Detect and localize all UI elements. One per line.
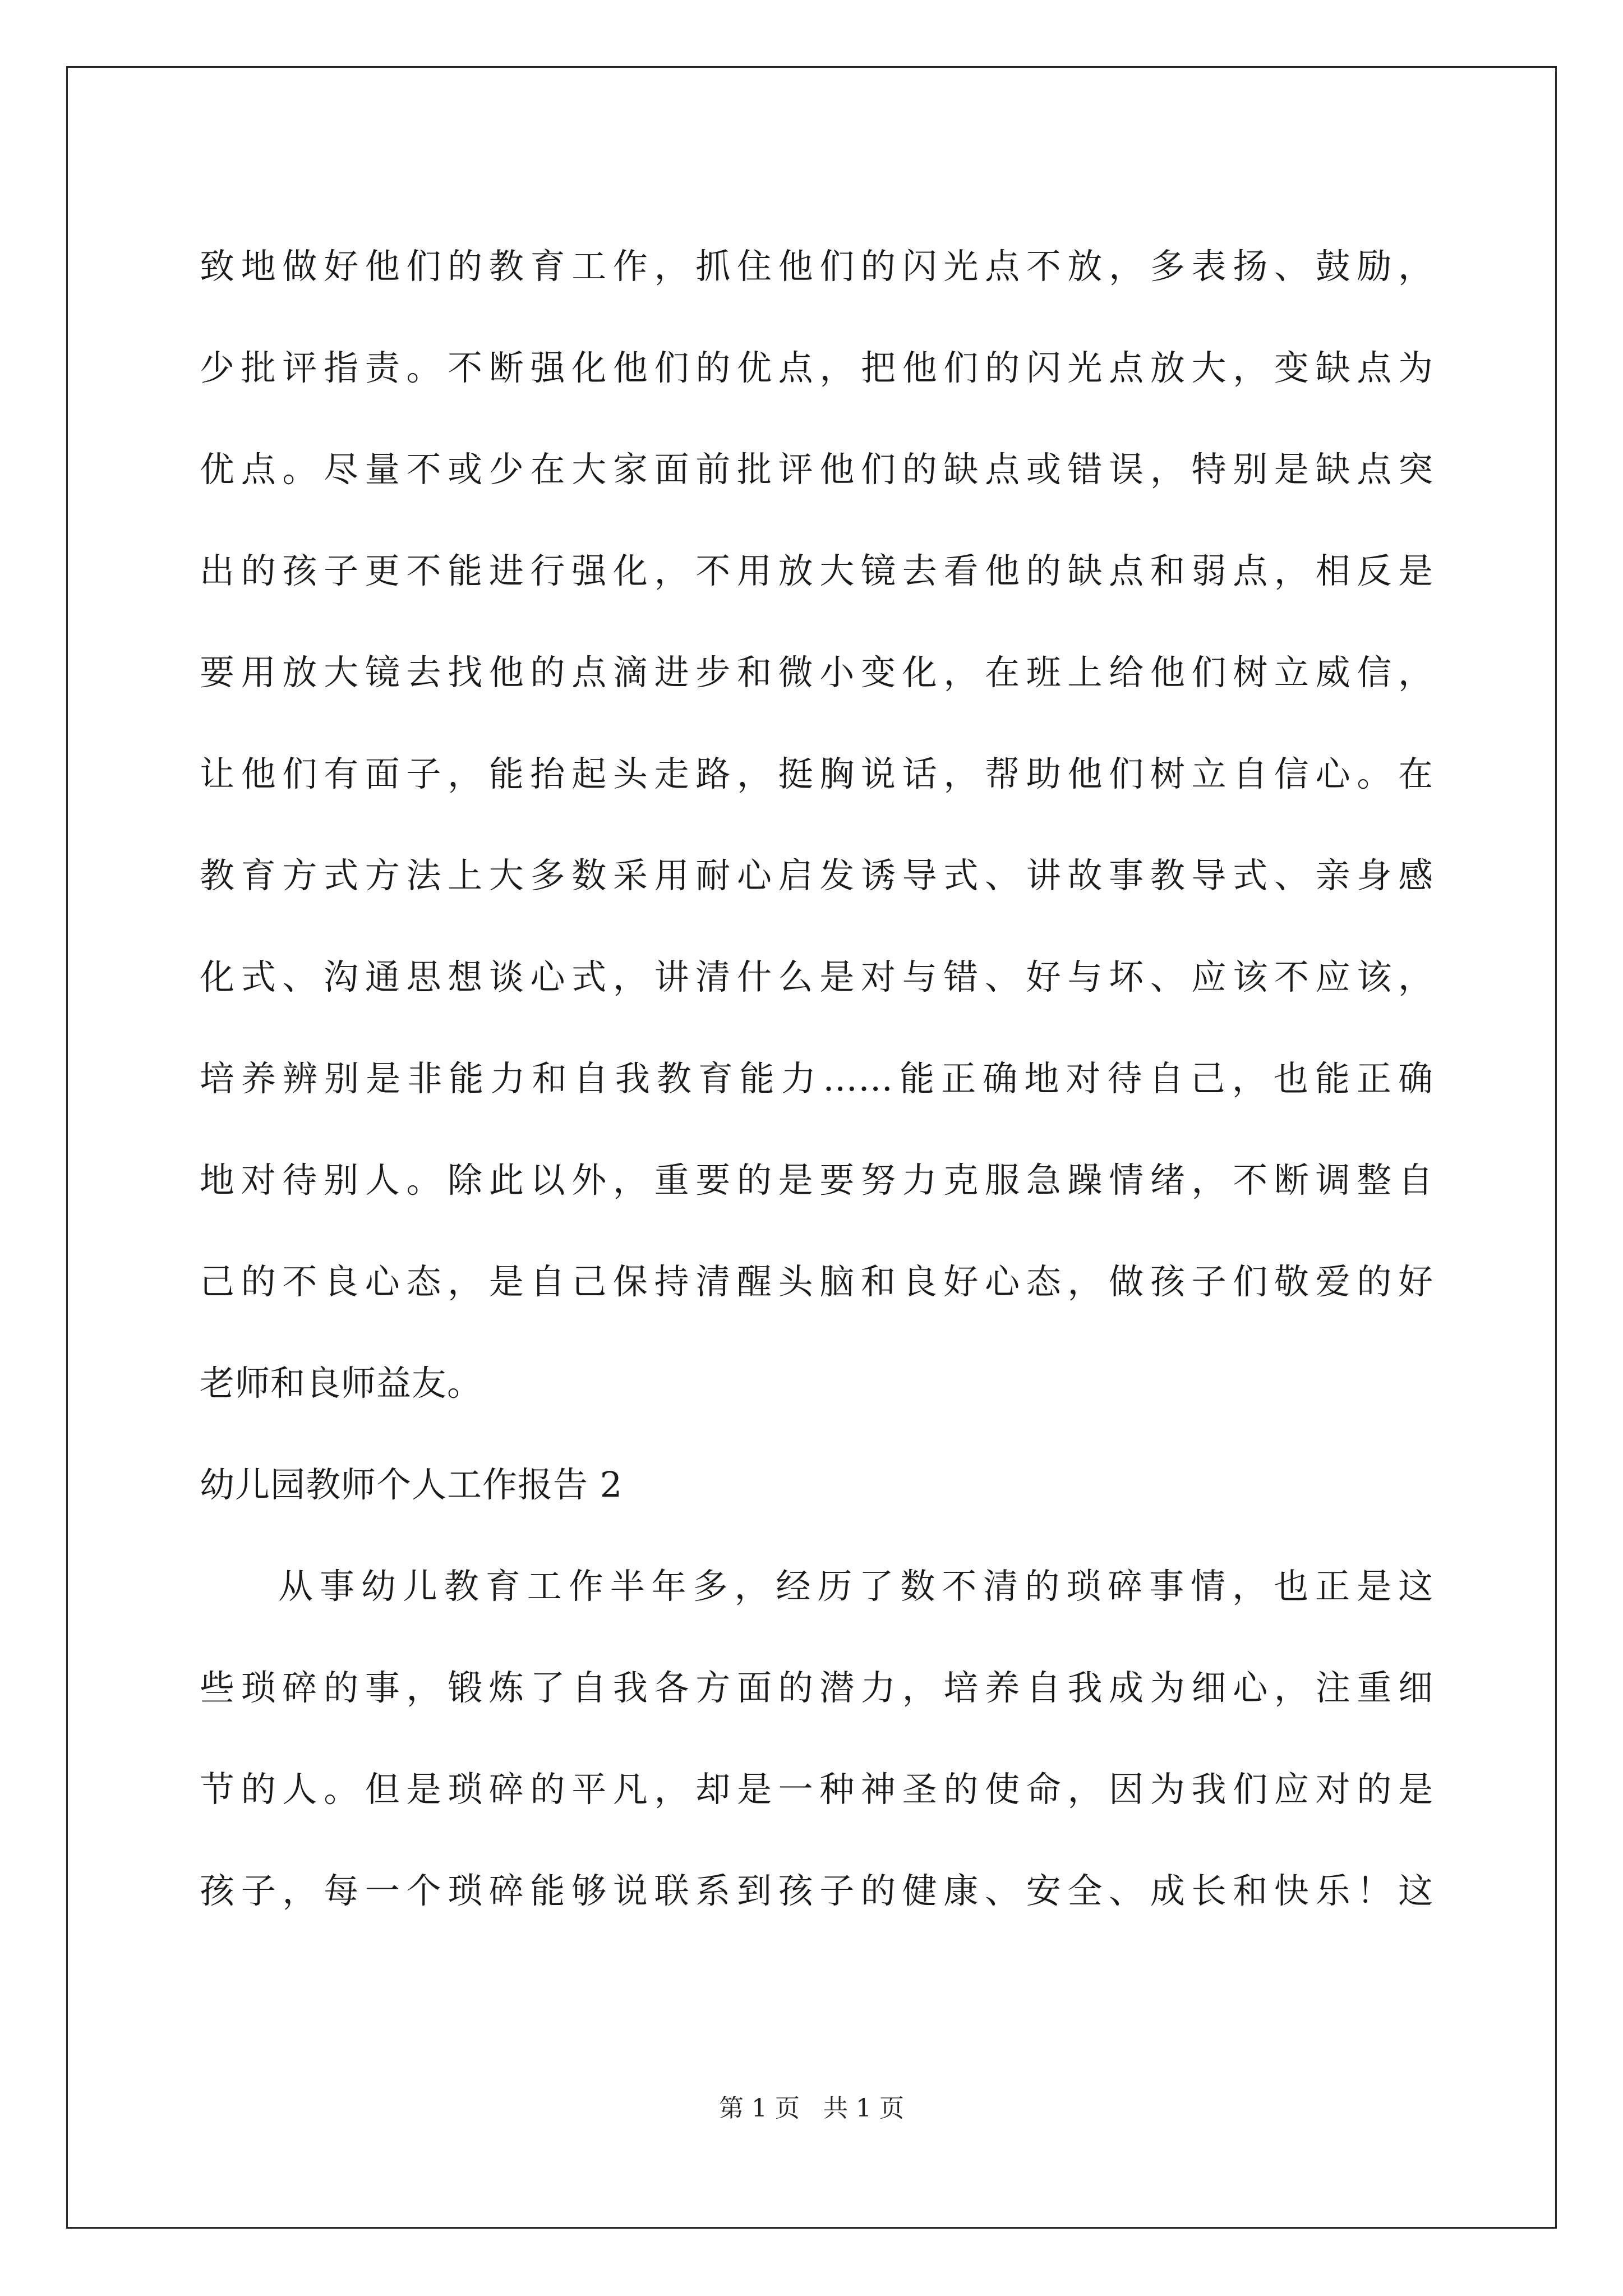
paragraph-line: 优点。尽量不或少在大家面前批评他们的缺点或错误，特别是缺点突 bbox=[200, 449, 1433, 490]
paragraph-line: 从事幼儿教育工作半年多，经历了数不清的琐碎事情，也正是这 bbox=[278, 1566, 1433, 1607]
paragraph-line: 老师和良师益友。 bbox=[200, 1363, 483, 1404]
paragraph-line: 培养辨别是非能力和自我教育能力……能正确地对待自己，也能正确 bbox=[200, 1058, 1433, 1099]
paragraph-line: 己的不良心态，是自己保持清醒头脑和良好心态，做孩子们敬爱的好 bbox=[200, 1261, 1433, 1302]
paragraph-line: 要用放大镜去找他的点滴进步和微小变化，在班上给他们树立威信， bbox=[200, 652, 1433, 693]
paragraph-line: 地对待别人。除此以外，重要的是要努力克服急躁情绪，不断调整自 bbox=[200, 1159, 1433, 1200]
paragraph-line: 节的人。但是琐碎的平凡，却是一种神圣的使命，因为我们应对的是 bbox=[200, 1769, 1433, 1810]
page-footer: 第 1 页 共 1 页 bbox=[719, 2094, 904, 2123]
paragraph-line: 教育方式方法上大多数采用耐心启发诱导式、讲故事教导式、亲身感 bbox=[200, 855, 1433, 896]
paragraph-line: 致地做好他们的教育工作，抓住他们的闪光点不放，多表扬、鼓励， bbox=[200, 246, 1433, 287]
paragraph-line: 少批评指责。不断强化他们的优点，把他们的闪光点放大，变缺点为 bbox=[200, 347, 1433, 388]
document-body bbox=[200, 215, 1433, 1941]
section-heading: 幼儿园教师个人工作报告 2 bbox=[200, 1464, 623, 1505]
paragraph-line: 让他们有面子，能抬起头走路，挺胸说话，帮助他们树立自信心。在 bbox=[200, 753, 1433, 794]
paragraph-line: 化式、沟通思想谈心式，讲清什么是对与错、好与坏、应该不应该， bbox=[200, 956, 1433, 997]
paragraph-line: 出的孩子更不能进行强化，不用放大镜去看他的缺点和弱点，相反是 bbox=[200, 550, 1433, 591]
paragraph-line: 孩子，每一个琐碎能够说联系到孩子的健康、安全、成长和快乐！这 bbox=[200, 1870, 1433, 1911]
paragraph-line: 些琐碎的事，锻炼了自我各方面的潜力，培养自我成为细心，注重细 bbox=[200, 1667, 1433, 1708]
